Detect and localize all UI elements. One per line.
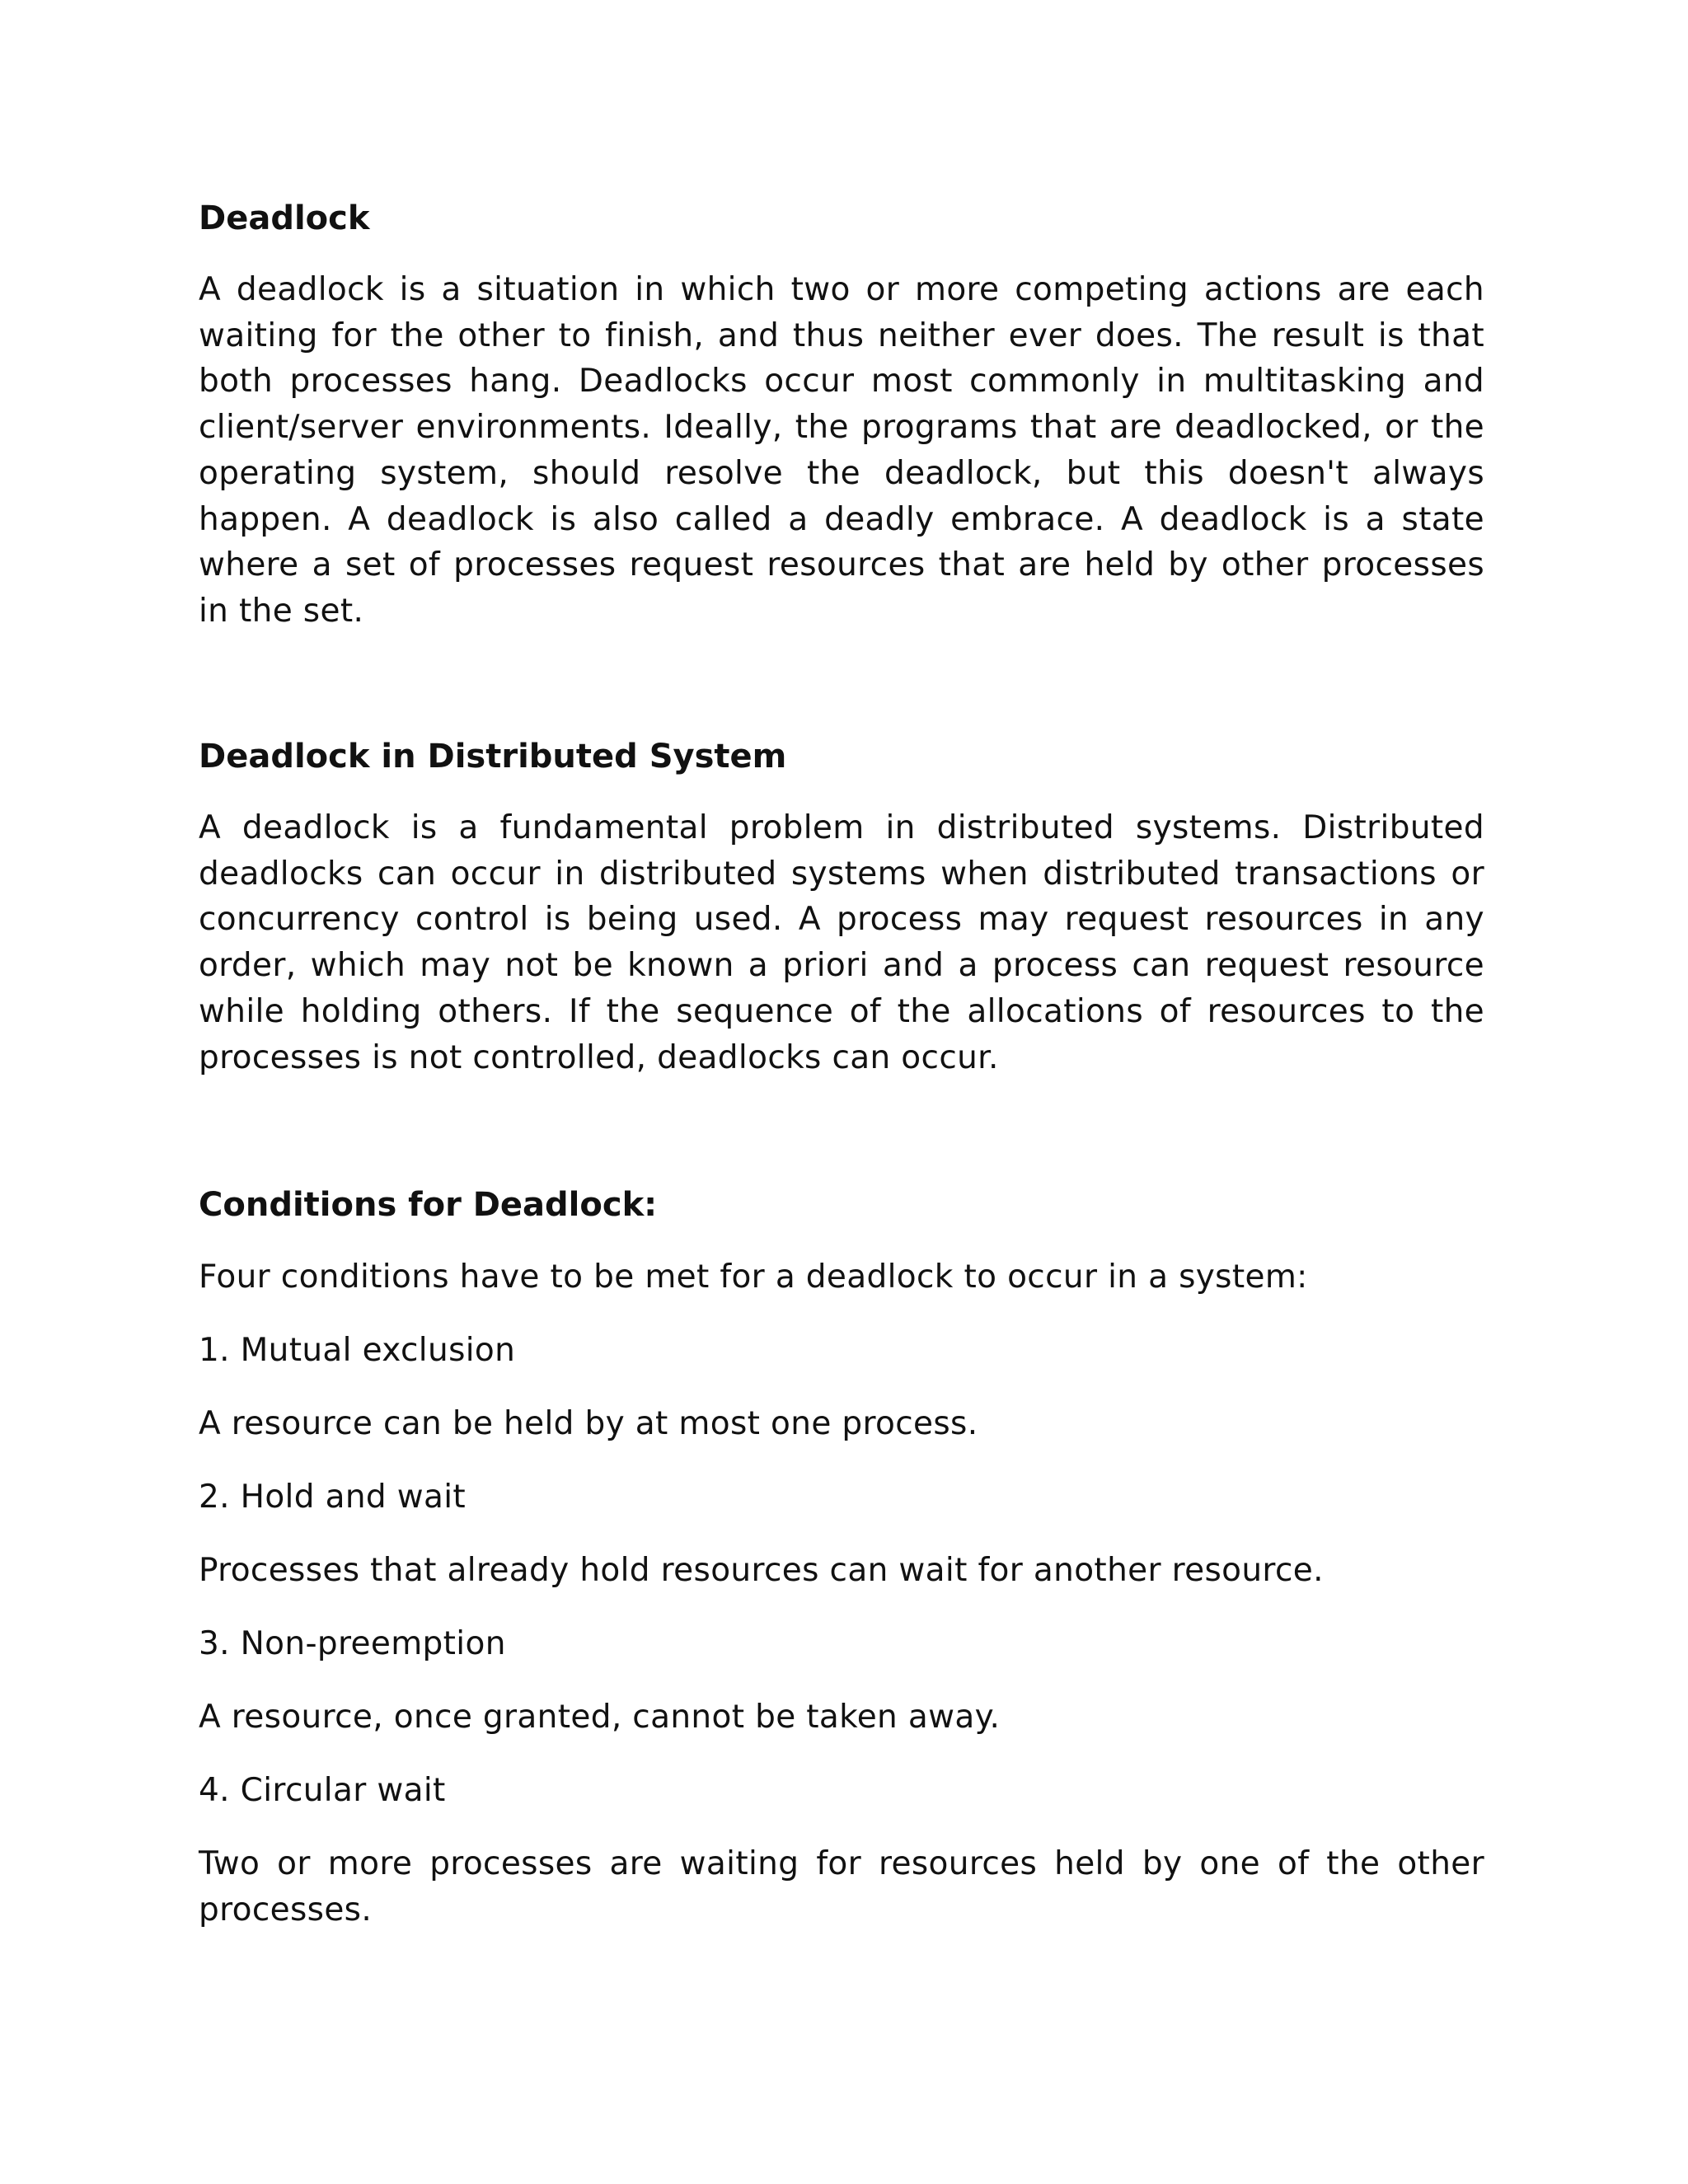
deadlock-paragraph: A deadlock is a situation in which two or more competing actions are each waiting for the other to finish, and thus neither ever does. The result is that both processes hang. Deadlocks occur most commonly in multitasking and client/server environments. Ideally, the programs that are deadlocked, or the operating system, should resolve the deadlock, but this doesn't always happen. A deadlock is also called a deadly embrace. A deadlock is a state where a set of processes request resources that are held by other processes in the set.	[199, 271, 1484, 630]
section-heading-conditions: Conditions for Deadlock:	[199, 1186, 658, 1224]
condition-title: 2. Hold and wait	[199, 1479, 467, 1516]
section-heading-distributed: Deadlock in Distributed System	[199, 738, 787, 776]
condition-title: 4. Circular wait	[199, 1772, 446, 1809]
condition-title: 3. Non-preemption	[199, 1625, 506, 1662]
condition-description: Two or more processes are waiting for resources held by one of the other processes.	[199, 1845, 1484, 1929]
condition-description: A resource can be held by at most one process.	[199, 1405, 978, 1442]
condition-title: 1. Mutual exclusion	[199, 1332, 516, 1369]
condition-description: Processes that already hold resources can wait for another resource.	[199, 1552, 1324, 1589]
distributed-deadlock-paragraph: A deadlock is a fundamental problem in distributed systems. Distributed deadlocks can occur in distributed systems when distributed transactions or concurrency control is being used. A process may request resources in any order, which may not be known a priori and a process can request resource while holding others. If the sequence of the allocations of resources to the processes is not controlled, deadlocks can occur.	[199, 809, 1484, 1076]
section-heading-deadlock: Deadlock	[199, 199, 370, 237]
conditions-intro: Four conditions have to be met for a deadlock to occur in a system:	[199, 1258, 1308, 1296]
condition-description: A resource, once granted, cannot be taken away.	[199, 1699, 1001, 1736]
